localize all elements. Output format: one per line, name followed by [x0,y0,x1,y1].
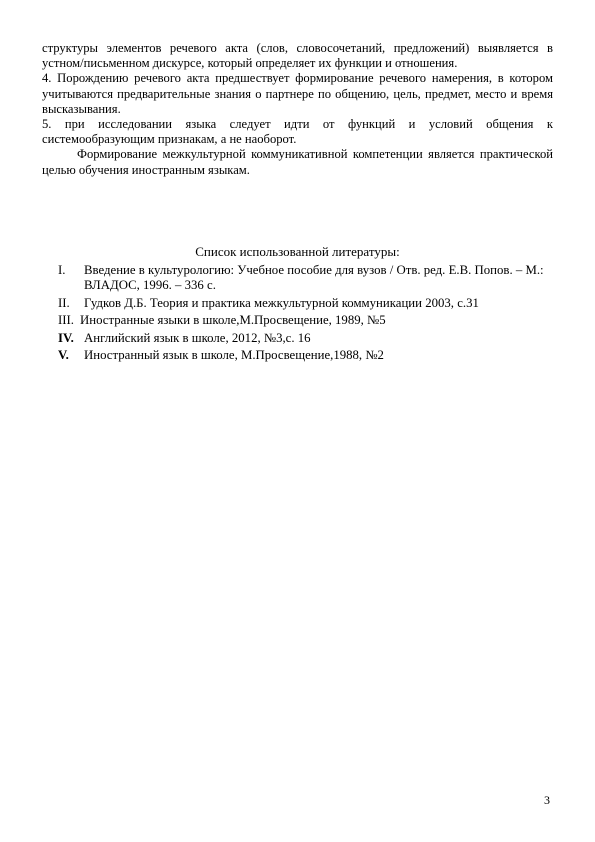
reference-item [58,331,558,346]
reference-text: Иностранный язык в школе, М.Просвещение,1988, №2 [84,348,384,363]
reference-item [58,313,558,328]
reference-item [58,348,558,363]
paragraph-point-5: 5. при исследовании языка следует идти от функций и условий общения к системообразующим признакам, а не наоборот. [42,117,553,147]
paragraph-point-4: 4. Порождению речевого акта предшествует формирование речевого намерения, в котором учитываются предварительные знания о партнере по общению, цель, предмет, место и время высказывания. [42,71,553,116]
reference-number: III. [58,313,74,328]
body-text [42,41,553,178]
reference-number: I. [58,263,66,277]
reference-text: Иностранные языки в школе,М.Просвещение, 1989, №5 [80,313,386,328]
reference-item [58,263,558,294]
reference-text: Введение в культурологию: Учебное пособие для вузов / Отв. ред. Е.В. Попов. – М.: ВЛАДОС, 1996. – 336 с. [84,263,544,293]
page-number: 3 [544,793,550,807]
reference-number: IV. [58,330,74,345]
references-list [58,263,558,365]
reference-number: II. [58,295,70,310]
paragraph-conclusion: Формирование межкультурной коммуникативной компетенции является практической целью обучения иностранным языкам. [42,147,553,177]
reference-text: Английский язык в школе, 2012, №3,с. 16 [84,330,311,345]
reference-number: V. [58,348,69,363]
paragraph-speech-act-structure: структуры элементов речевого акта (слов, словосочетаний, предложений) выявляется в устном/письменном дискурсе, который определяет их функции и отношения. [42,41,553,71]
reference-item [58,296,558,311]
references-heading: Список использованной литературы: [195,244,400,259]
reference-text: Гудков Д.Б. Теория и практика межкультурной коммуникации 2003, с.31 [84,295,479,310]
